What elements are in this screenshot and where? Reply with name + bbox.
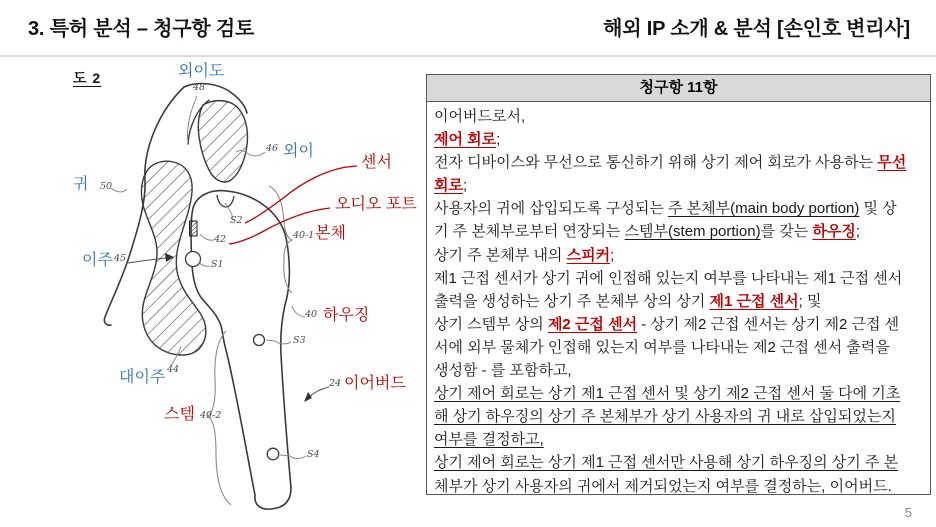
claim-line <box>434 267 923 290</box>
claim-text-segment: ; <box>610 246 615 264</box>
ref-24-numeral: 24 <box>329 378 342 389</box>
claim-text-segment: 및 상 <box>859 200 897 218</box>
figure-caption: 도 2 <box>73 70 102 86</box>
audio-port-label: 오디오 포트 <box>335 196 417 213</box>
patent-figure-drawing <box>40 60 432 522</box>
claim-text-segment: 체부가 상기 사용자의 귀에서 제거되었는지 여부를 결정하는, <box>434 477 826 494</box>
claim-text-segment: 출력을 생성하는 상기 주 본체부 상의 상기 <box>434 292 710 310</box>
claim-text-segment: 제어 회로 <box>434 131 497 149</box>
claim-body <box>427 102 930 494</box>
claim-text-segment: ; 및 <box>798 292 822 310</box>
claim-line <box>434 336 923 359</box>
claim-text-segment: 무선 <box>877 154 907 172</box>
s1-sensor-circle <box>186 252 201 267</box>
claim-text-segment: 이어버드로서, <box>434 108 526 125</box>
claim-text-segment: - 상기 제2 근접 센서는 상기 제2 근접 센 <box>637 315 900 333</box>
claim-text-segment: 생성함 - 를 포함하고, <box>434 362 572 380</box>
ref-50-numeral: 50 <box>100 181 113 192</box>
claim-line <box>434 313 923 336</box>
claim-box <box>426 74 931 495</box>
audio-port-42-rect <box>190 221 198 236</box>
claim-text-segment: 스피커 <box>566 246 611 264</box>
ref-46-numeral: 46 <box>266 143 279 154</box>
claim-line <box>434 128 923 151</box>
claim-line <box>434 290 923 313</box>
ref-40-1-numeral: 40-1 <box>293 230 315 241</box>
body-label: 본체 <box>315 225 346 242</box>
ear-label: 귀 <box>73 176 89 193</box>
ear-canal-label: 외이도 <box>178 63 225 80</box>
claim-text-segment: 상기 제어 회로는 상기 제1 근접 센서만 사용해 상기 하우징의 상기 주 본 <box>434 454 899 472</box>
claim-text-segment: 스템부(stem portion) <box>624 223 761 241</box>
s4-sensor-circle <box>267 448 279 460</box>
arrowhead-24 <box>304 392 312 402</box>
ref-48-numeral: 48 <box>193 82 206 93</box>
tragus-label: 이주 <box>82 252 113 269</box>
claim-text-segment: 여부를 결정하고, <box>434 431 544 449</box>
housing-label: 하우징 <box>323 307 370 324</box>
claim-text-segment: 제2 근접 센서 <box>547 315 638 333</box>
claim-text-segment: ; <box>855 223 861 241</box>
ref-S4-numeral: S4 <box>307 449 320 460</box>
claim-text-segment: 해 상기 하우징의 상기 주 본체부가 상기 사용자의 귀 내로 삽입되었는지 <box>434 408 896 426</box>
claim-text-segment: 전자 디바이스와 무선으로 통신하기 위해 상기 제어 회로가 사용하는 <box>434 154 878 172</box>
ref-S1-numeral: S1 <box>211 259 224 270</box>
claim-line <box>434 220 923 243</box>
claim-line <box>434 475 923 495</box>
claim-text-segment: 를 갖는 <box>760 223 813 241</box>
claim-text-segment: 제1 근접 센서가 상기 귀에 인접해 있는지 여부를 나타내는 제1 근접 센서 <box>434 269 903 287</box>
ref-S2-numeral: S2 <box>230 215 243 226</box>
sensor-label: 센서 <box>361 154 392 171</box>
claim-header: 청구항 11항 <box>427 75 930 102</box>
page-title: 3. 특허 분석 – 청구항 검토 <box>28 18 255 40</box>
claim-line <box>434 105 923 128</box>
claim-text-segment: 하우징 <box>812 223 856 241</box>
claim-line <box>434 451 923 474</box>
claim-line <box>434 244 923 267</box>
claim-text-segment: ; <box>462 177 468 195</box>
claim-text-segment: 주 본체부(main body portion) <box>668 200 860 218</box>
claim-text-segment: 상기 스템부 상의 <box>434 315 548 333</box>
claim-line <box>434 382 923 405</box>
claim-text-segment: 이어버드. <box>825 477 892 494</box>
page-number: 5 <box>904 505 912 520</box>
claim-text-segment: 사용자의 귀에 삽입되도록 구성되는 <box>434 200 669 218</box>
claim-line <box>434 428 923 451</box>
outer-ear-hatch-section <box>198 101 247 182</box>
outer-ear-label: 외이 <box>283 143 314 160</box>
ref-44-numeral: 44 <box>167 364 180 375</box>
earbud-outline <box>191 191 291 510</box>
claim-text-segment: ; <box>496 131 501 149</box>
lecture-title: 해외 IP 소개 & 분석 [손인호 변리사] <box>603 18 910 40</box>
claim-line <box>434 151 923 174</box>
patent-figure-panel <box>40 60 432 522</box>
ref-42-numeral: 42 <box>214 234 227 245</box>
earbud-label: 이어버드 <box>344 375 406 392</box>
ref-S3-numeral: S3 <box>293 335 306 346</box>
ref-45-numeral: 45 <box>114 253 127 264</box>
claim-line <box>434 359 923 382</box>
claim-text-segment: 제1 근접 센서 <box>709 292 799 310</box>
leader-40 <box>292 306 305 317</box>
claim-line <box>434 405 923 428</box>
leader-24 <box>308 387 329 398</box>
stem-label: 스템 <box>164 406 195 423</box>
leader-50 <box>111 188 127 192</box>
claim-text-segment: 서에 외부 물체가 인접해 있는지 여부를 나타내는 제2 근접 센서 출력을 <box>434 338 890 356</box>
claim-text-segment: 상기 제어 회로는 상기 제1 근접 센서 및 상기 제2 근접 센서 둘 다에 기초 <box>434 385 901 403</box>
ref-40-2-numeral: 40-2 <box>200 410 222 421</box>
claim-line <box>434 197 923 220</box>
antitragus-label: 대이주 <box>119 369 166 386</box>
claim-text-segment: 기 주 본체부로부터 연장되는 <box>434 223 625 241</box>
title-divider <box>0 55 936 57</box>
s3-sensor-circle <box>254 335 265 346</box>
claim-text-segment: 상기 주 본체부 내의 <box>434 246 567 264</box>
ref-40-numeral: 40 <box>305 309 318 320</box>
claim-text-segment: 회로 <box>434 177 463 195</box>
claim-line <box>434 174 923 197</box>
